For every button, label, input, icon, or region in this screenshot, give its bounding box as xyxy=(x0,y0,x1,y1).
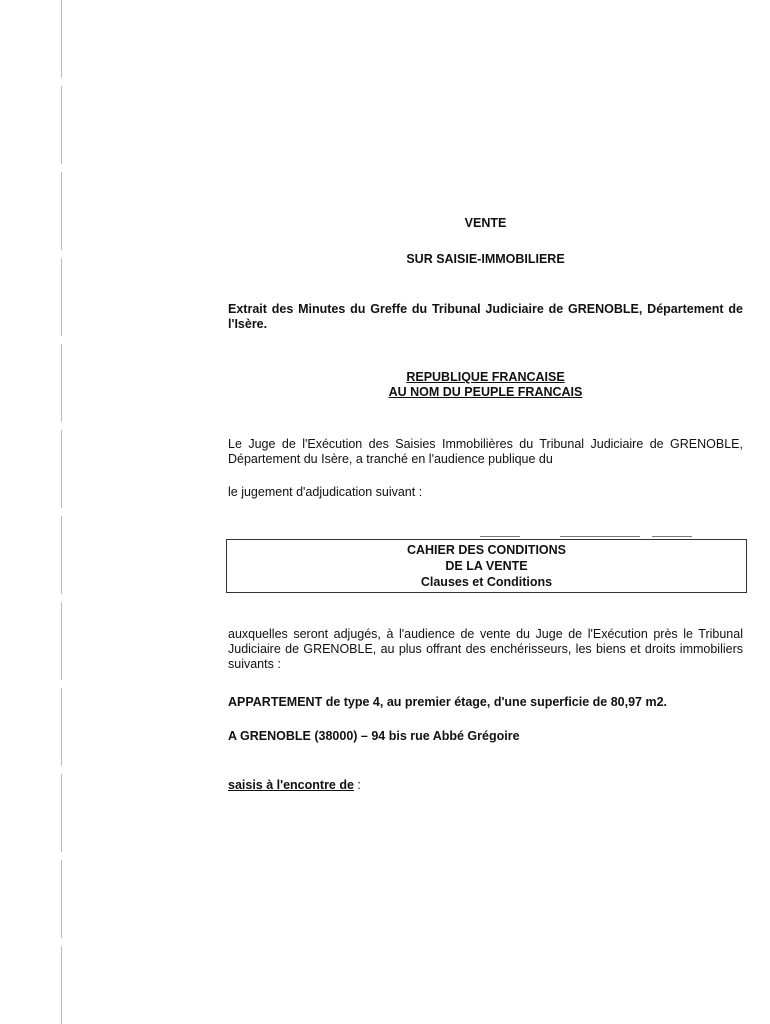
appartement-label: APPARTEMENT xyxy=(228,695,323,709)
saisis-line xyxy=(228,778,743,793)
scan-dash xyxy=(480,536,520,537)
cahier-line-1: CAHIER DES CONDITIONS xyxy=(406,543,567,557)
juge-paragraph: Le Juge de l'Exécution des Saisies Immobilières du Tribunal Judiciaire de GRENOBLE, Département du Isère, a tranché en l'audience publique du xyxy=(228,437,743,466)
appartement-line xyxy=(228,695,743,710)
adresse-line: A GRENOBLE (38000) – 94 bis rue Abbé Grégoire xyxy=(228,729,520,743)
cahier-box xyxy=(226,539,747,593)
extrait-paragraph: Extrait des Minutes du Greffe du Tribunal Judiciaire de GRENOBLE, Département de l'Isère. xyxy=(228,302,743,331)
auxquelles-paragraph: auxquelles seront adjugés, à l'audience de vente du Juge de l'Exécution près le Tribunal Judiciaire de GRENOBLE, au plus offrant des enchérisseurs, les biens et droits immobiliers suivants : xyxy=(228,627,743,671)
republique-heading: REPUBLIQUE FRANCAISE xyxy=(406,370,565,384)
title-vente: VENTE xyxy=(464,216,507,230)
title-saisie: SUR SAISIE-IMMOBILIERE xyxy=(406,252,565,266)
scan-dash xyxy=(560,536,640,537)
saisis-label: saisis à l'encontre de xyxy=(228,778,354,792)
cahier-line-3: Clauses et Conditions xyxy=(420,575,553,589)
scan-dash xyxy=(652,536,692,537)
appartement-details: de type 4, au premier étage, d'une superficie de 80,97 m2. xyxy=(322,695,667,709)
margin-rule xyxy=(61,0,62,1024)
saisis-colon: : xyxy=(353,778,361,792)
peuple-heading: AU NOM DU PEUPLE FRANCAIS xyxy=(388,385,583,399)
jugement-line: le jugement d'adjudication suivant : xyxy=(228,485,423,499)
cahier-line-2: DE LA VENTE xyxy=(445,559,528,573)
cahier-box-text xyxy=(227,542,746,590)
